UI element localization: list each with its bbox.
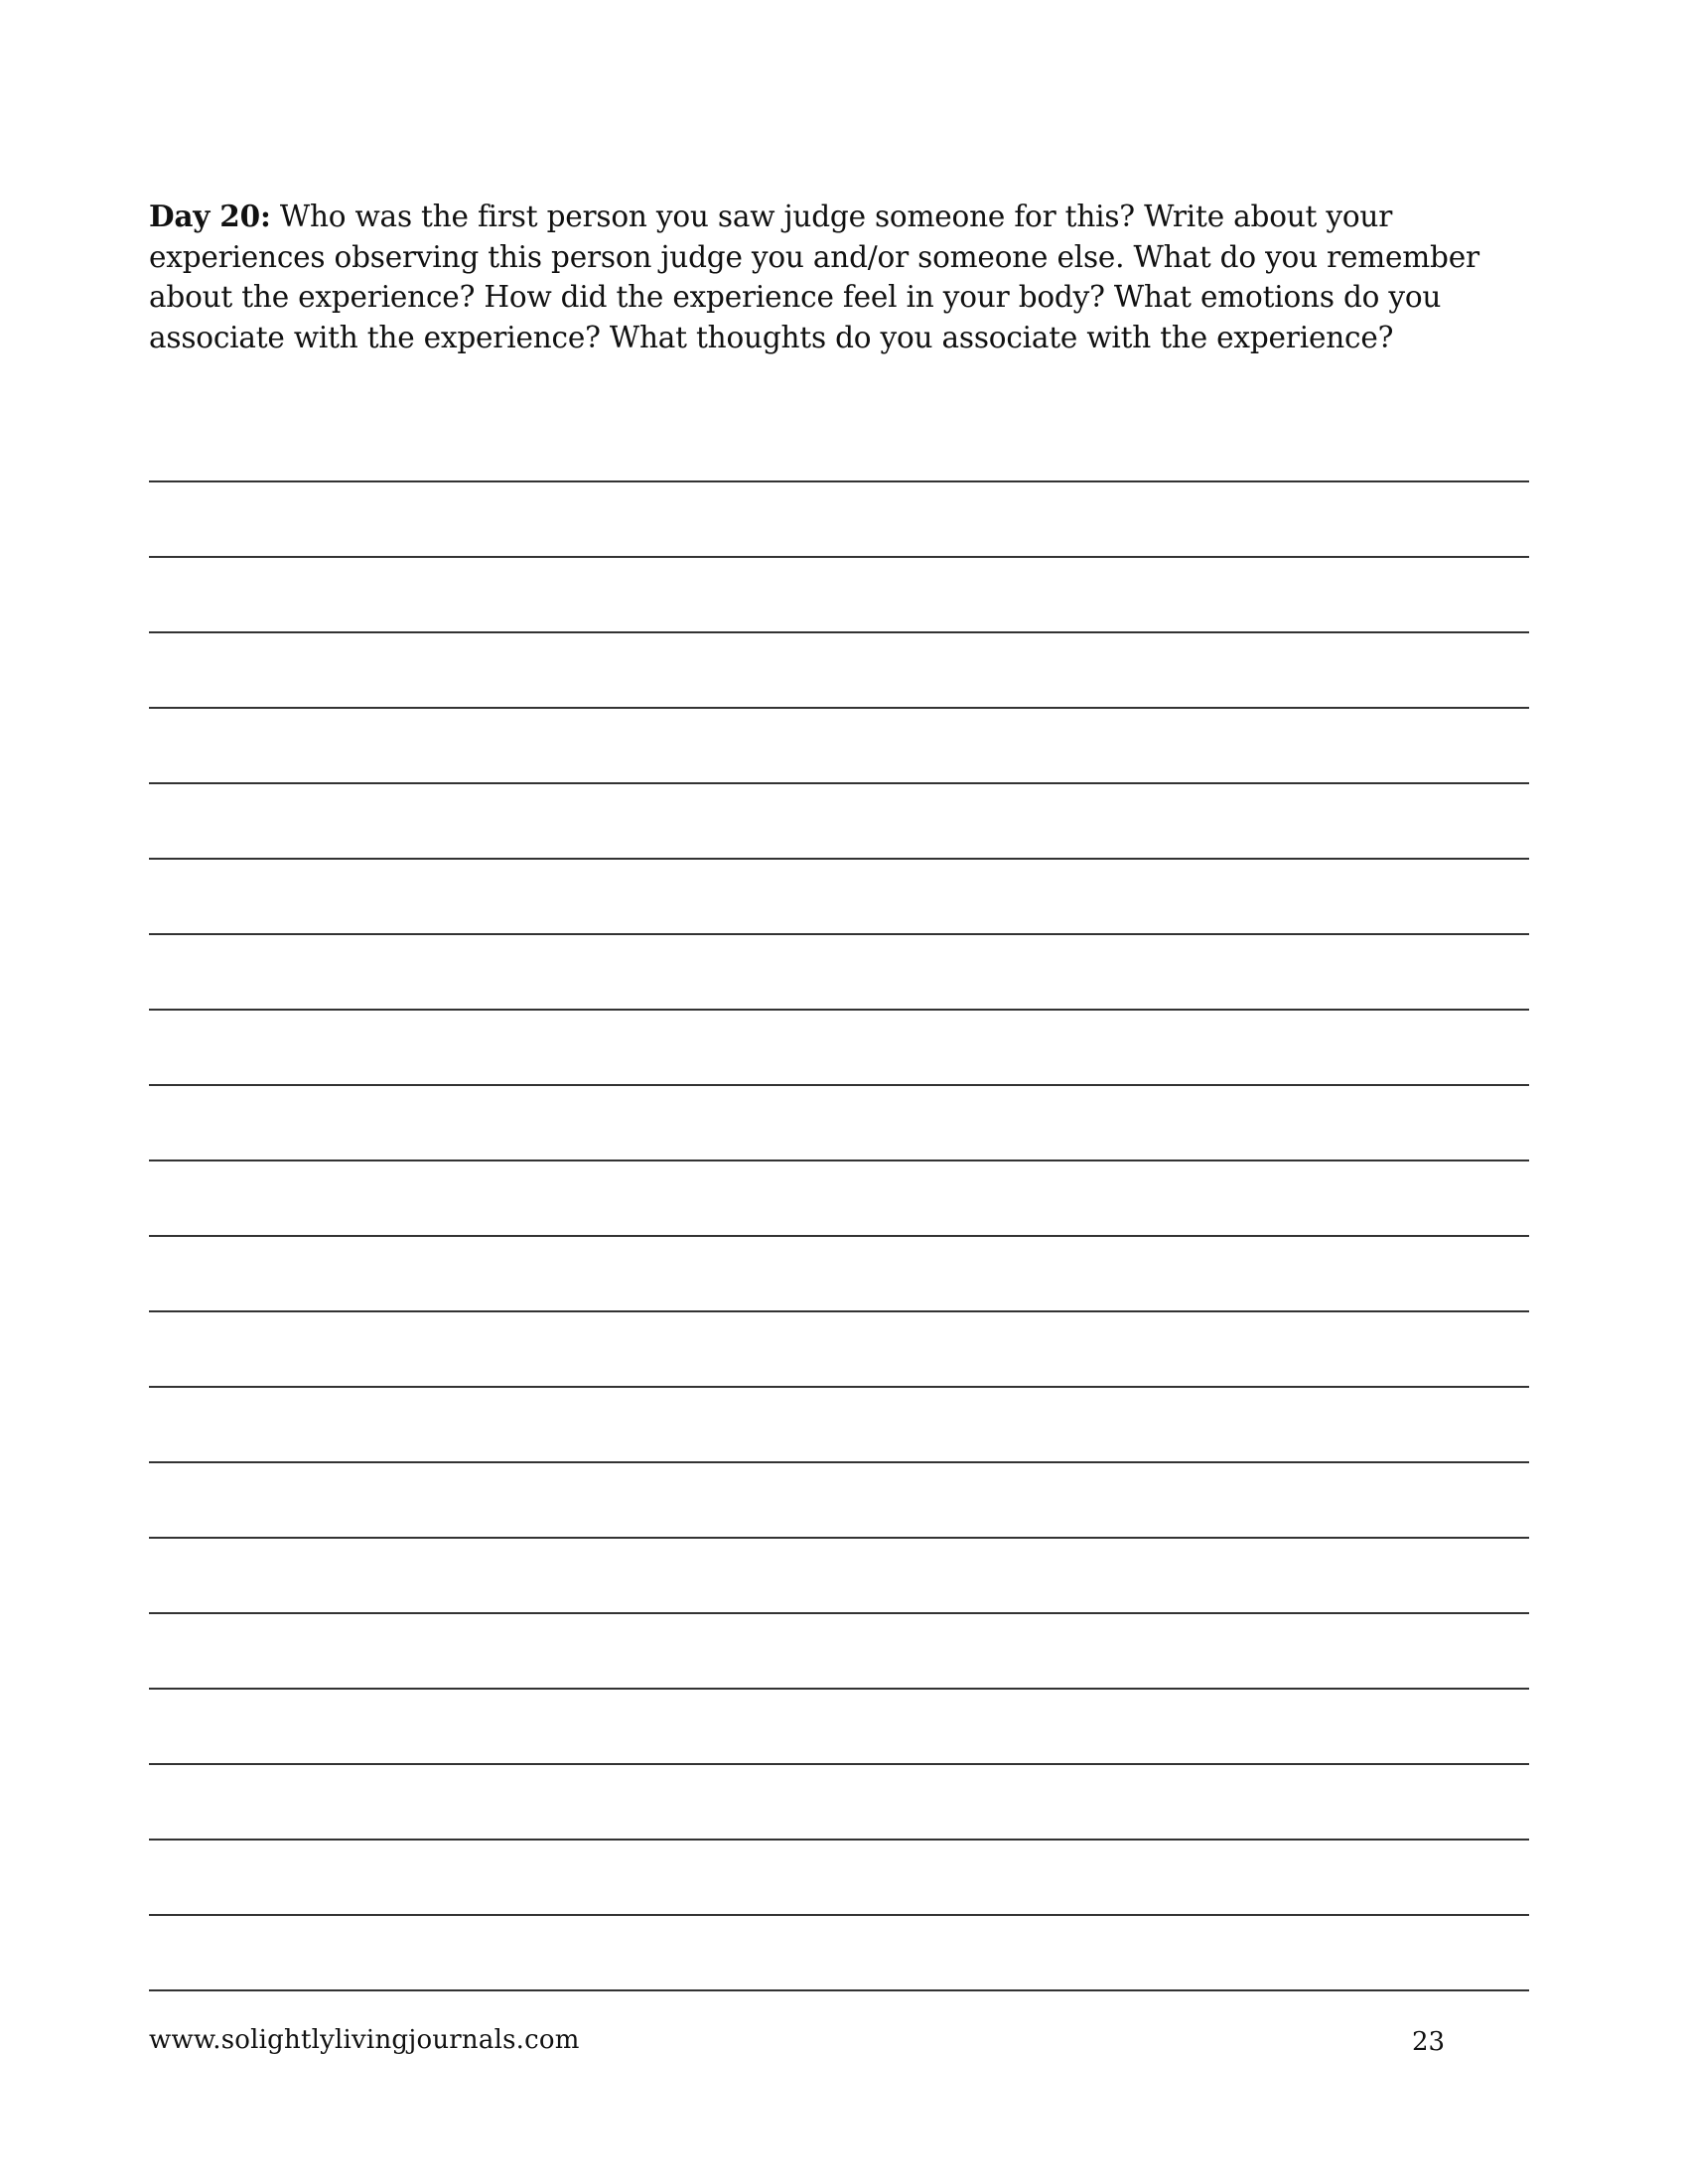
writing-line (149, 1312, 1529, 1388)
writing-line (149, 482, 1529, 558)
writing-line (149, 1841, 1529, 1916)
writing-line (149, 1161, 1529, 1237)
writing-line (149, 1916, 1529, 1991)
writing-line (149, 633, 1529, 709)
writing-lines (149, 407, 1529, 1991)
writing-line (149, 1463, 1529, 1539)
page-number: 23 (1412, 2027, 1446, 2057)
journal-prompt (149, 197, 1539, 357)
footer-url: www.solightlylivingjournals.com (149, 2025, 580, 2055)
writing-line (149, 1086, 1529, 1161)
writing-line (149, 709, 1529, 784)
writing-line (149, 1011, 1529, 1086)
writing-line (149, 1237, 1529, 1312)
writing-line (149, 935, 1529, 1011)
writing-line (149, 1765, 1529, 1841)
writing-line (149, 407, 1529, 482)
writing-line (149, 1388, 1529, 1463)
writing-line (149, 1539, 1529, 1614)
writing-line (149, 860, 1529, 935)
writing-line (149, 1614, 1529, 1690)
writing-line (149, 1690, 1529, 1765)
day-label: Day 20: (149, 199, 271, 233)
writing-line (149, 784, 1529, 860)
writing-line (149, 558, 1529, 633)
prompt-text: Who was the first person you saw judge someone for this? Write about your experiences observing this person judge you and/or someone else. What do you remember about the experience? How did the experience feel in your body? What emotions do you associate with the experience? What thoughts do you associate with the experience? (149, 200, 1479, 354)
